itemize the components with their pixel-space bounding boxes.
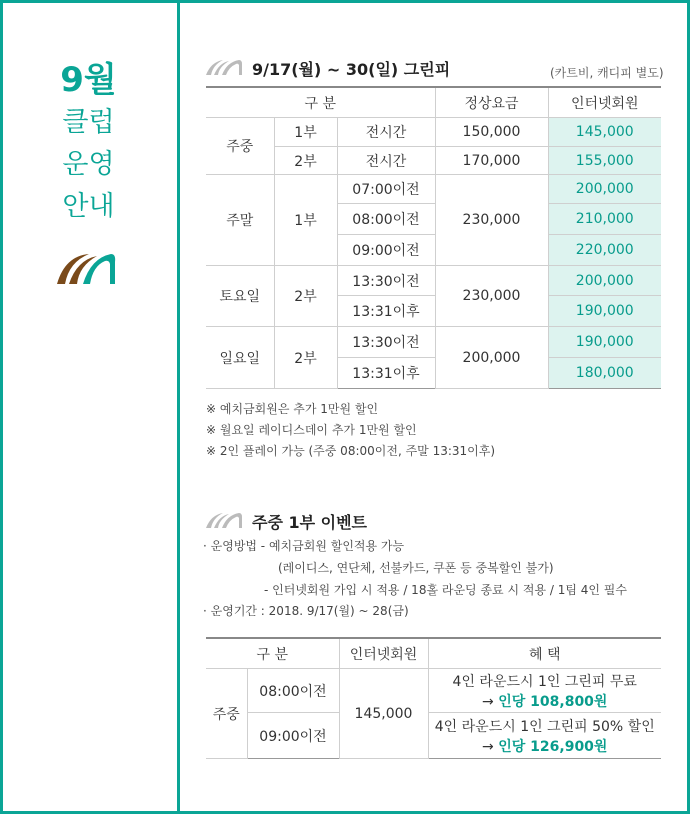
row-label-weekend: 주말 xyxy=(206,175,274,266)
table-row xyxy=(206,147,661,175)
event-price-cell: 145,000 xyxy=(339,669,428,759)
time-cell: 07:00이전 xyxy=(337,175,435,204)
header-member: 인터넷회원 xyxy=(548,87,661,118)
regular-price-cell: 200,000 xyxy=(435,327,548,389)
sidebar-line-1: 클럽 xyxy=(62,107,115,138)
table-row xyxy=(206,713,661,759)
sidebar-line-3: 안내 xyxy=(62,191,115,222)
note-line: ※ 2인 플레이 가능 (주중 08:00이전, 주말 13:31이후) xyxy=(206,444,496,458)
time-cell: 13:30이전 xyxy=(337,266,435,296)
note-line: ※ 월요일 레이디스데이 추가 1만원 할인 xyxy=(206,423,417,437)
time-cell: 08:00이전 xyxy=(337,204,435,235)
table-row xyxy=(206,327,661,358)
deal-price-text: 인당 126,900원 xyxy=(498,738,608,755)
regular-price-cell: 230,000 xyxy=(435,266,548,327)
sidebar-line-2: 운영 xyxy=(62,149,115,180)
time-cell: 13:30이전 xyxy=(337,327,435,358)
member-price-cell: 200,000 xyxy=(548,266,661,296)
member-price-cell: 155,000 xyxy=(548,147,661,175)
part-cell: 2부 xyxy=(274,147,337,175)
arrow-text: → xyxy=(482,738,499,755)
member-price-cell: 220,000 xyxy=(548,235,661,266)
regular-price-cell: 170,000 xyxy=(435,147,548,175)
section1-title: 9/17(월) ~ 30(일) 그린피 xyxy=(252,60,451,79)
arrow-text: → xyxy=(482,693,499,710)
benefit-text: 4인 라운드시 1인 그린피 50% 할인 xyxy=(434,718,655,735)
event-table xyxy=(206,637,661,759)
time-cell: 전시간 xyxy=(337,147,435,175)
benefit-cell xyxy=(428,713,661,759)
table-row xyxy=(206,669,661,713)
event-header-member: 인터넷회원 xyxy=(339,638,428,669)
row-label-saturday: 토요일 xyxy=(206,266,274,327)
benefit-cell xyxy=(428,669,661,713)
note-line: ※ 예치금회원은 추가 1만원 할인 xyxy=(206,402,379,416)
event-method-line: · 운영방법 - 예치금회원 할인적용 가능 xyxy=(203,539,405,553)
member-price-cell: 180,000 xyxy=(548,358,661,389)
event-period-line: · 운영기간 : 2018. 9/17(월) ~ 28(금) xyxy=(203,604,409,618)
event-row-label: 주중 xyxy=(206,669,247,759)
regular-price-cell: 150,000 xyxy=(435,118,548,147)
greenfee-table xyxy=(206,86,661,389)
part-cell: 1부 xyxy=(274,175,337,266)
part-cell: 2부 xyxy=(274,266,337,327)
time-cell: 13:31이후 xyxy=(337,296,435,327)
section2-title: 주중 1부 이벤트 xyxy=(252,513,368,532)
section1-swoosh-icon xyxy=(205,58,243,76)
time-cell: 09:00이전 xyxy=(337,235,435,266)
section1-notes xyxy=(206,399,495,462)
deal-price-text: 인당 108,800원 xyxy=(498,693,608,710)
member-price-cell: 200,000 xyxy=(548,175,661,204)
member-price-cell: 210,000 xyxy=(548,204,661,235)
part-cell: 2부 xyxy=(274,327,337,389)
part-cell: 1부 xyxy=(274,118,337,147)
frame-divider xyxy=(177,0,180,814)
event-header-benefit: 혜 택 xyxy=(428,638,661,669)
member-price-cell: 190,000 xyxy=(548,327,661,358)
table-row xyxy=(206,175,661,204)
sidebar-month: 9월 xyxy=(60,60,117,100)
row-label-sunday: 일요일 xyxy=(206,327,274,389)
table-row xyxy=(206,118,661,147)
time-cell: 09:00이전 xyxy=(247,713,339,759)
event-exclusion-line: (레이디스, 연단체, 선불카드, 쿠폰 등 중복할인 불가) xyxy=(278,561,554,575)
section2-swoosh-icon xyxy=(205,511,243,529)
row-label-weekday: 주중 xyxy=(206,118,274,175)
member-price-cell: 145,000 xyxy=(548,118,661,147)
table-row xyxy=(206,266,661,296)
club-swoosh-logo-icon xyxy=(55,250,117,286)
benefit-text: 4인 라운드시 1인 그린피 무료 xyxy=(452,673,637,690)
section1-note: (카트비, 캐디피 별도) xyxy=(550,66,664,80)
time-cell: 08:00이전 xyxy=(247,669,339,713)
event-condition-line: - 인터넷회원 가입 시 적용 / 18홀 라운딩 종료 시 적용 / 1팀 4인 필수 xyxy=(264,583,627,597)
header-regular: 정상요금 xyxy=(435,87,548,118)
member-price-cell: 190,000 xyxy=(548,296,661,327)
event-header-category: 구 분 xyxy=(206,638,339,669)
header-category: 구 분 xyxy=(206,87,435,118)
time-cell: 13:31이후 xyxy=(337,358,435,389)
regular-price-cell: 230,000 xyxy=(435,175,548,266)
time-cell: 전시간 xyxy=(337,118,435,147)
